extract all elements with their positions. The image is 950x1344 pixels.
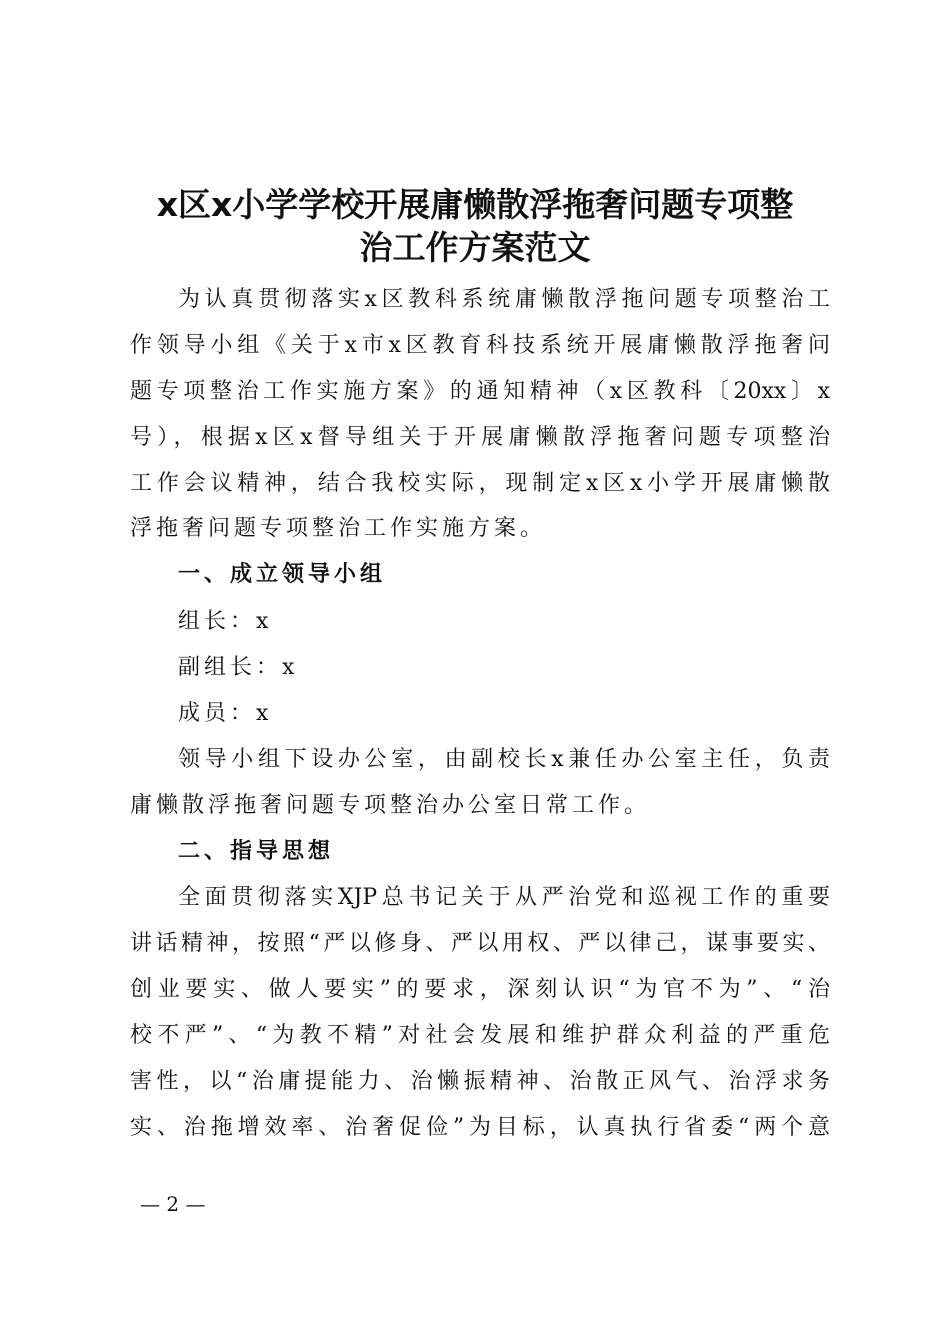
- intro-line: 题专项整治工作实施方案》的通知精神（x区教科〔20xx〕x: [130, 379, 830, 404]
- leader-line: 组长：x: [178, 609, 273, 634]
- document-title-line-2: 治工作方案范文: [359, 228, 591, 267]
- members-line: 成员：x: [178, 701, 273, 726]
- intro-line: 浮拖奢问题专项整治工作实施方案。: [130, 516, 547, 541]
- office-line: 领导小组下设办公室，由副校长x兼任办公室主任，负责: [178, 747, 830, 772]
- body-line: 害性，以“治庸提能力、治懒振精神、治散正风气、治浮求务: [130, 1069, 830, 1094]
- intro-line: 号），根据x区x督导组关于开展庸懒散浮拖奢问题专项整治: [130, 425, 830, 450]
- body-line: 校不严”、“为教不精”对社会发展和维护群众利益的严重危: [130, 1023, 830, 1048]
- intro-line: 为认真贯彻落实x区教科系统庸懒散浮拖问题专项整治工: [178, 287, 830, 312]
- body-line: 讲话精神，按照“严以修身、严以用权、严以律己，谋事要实、: [130, 931, 830, 956]
- intro-line: 工作会议精神，结合我校实际，现制定x区x小学开展庸懒散: [130, 471, 830, 496]
- body-line: 实、治拖增效率、治奢促俭”为目标，认真执行省委“两个意: [130, 1115, 830, 1140]
- page-number: — 2 —: [140, 1192, 206, 1216]
- body-line: 全面贯彻落实XJP总书记关于从严治党和巡视工作的重要: [178, 885, 830, 910]
- deputy-leader-line: 副组长：x: [178, 655, 299, 680]
- section-heading: 二、指导思想: [178, 839, 335, 864]
- document-title-line-1: x区x小学学校开展庸懒散浮拖奢问题专项整: [156, 185, 794, 224]
- intro-line: 作领导小组《关于x市x区教育科技系统开展庸懒散浮拖奢问: [130, 333, 830, 358]
- section-heading: 一、成立领导小组: [178, 562, 387, 587]
- office-line: 庸懒散浮拖奢问题专项整治办公室日常工作。: [130, 793, 651, 818]
- body-line: 创业要实、做人要实”的要求，深刻认识“为官不为”、“治: [130, 977, 830, 1002]
